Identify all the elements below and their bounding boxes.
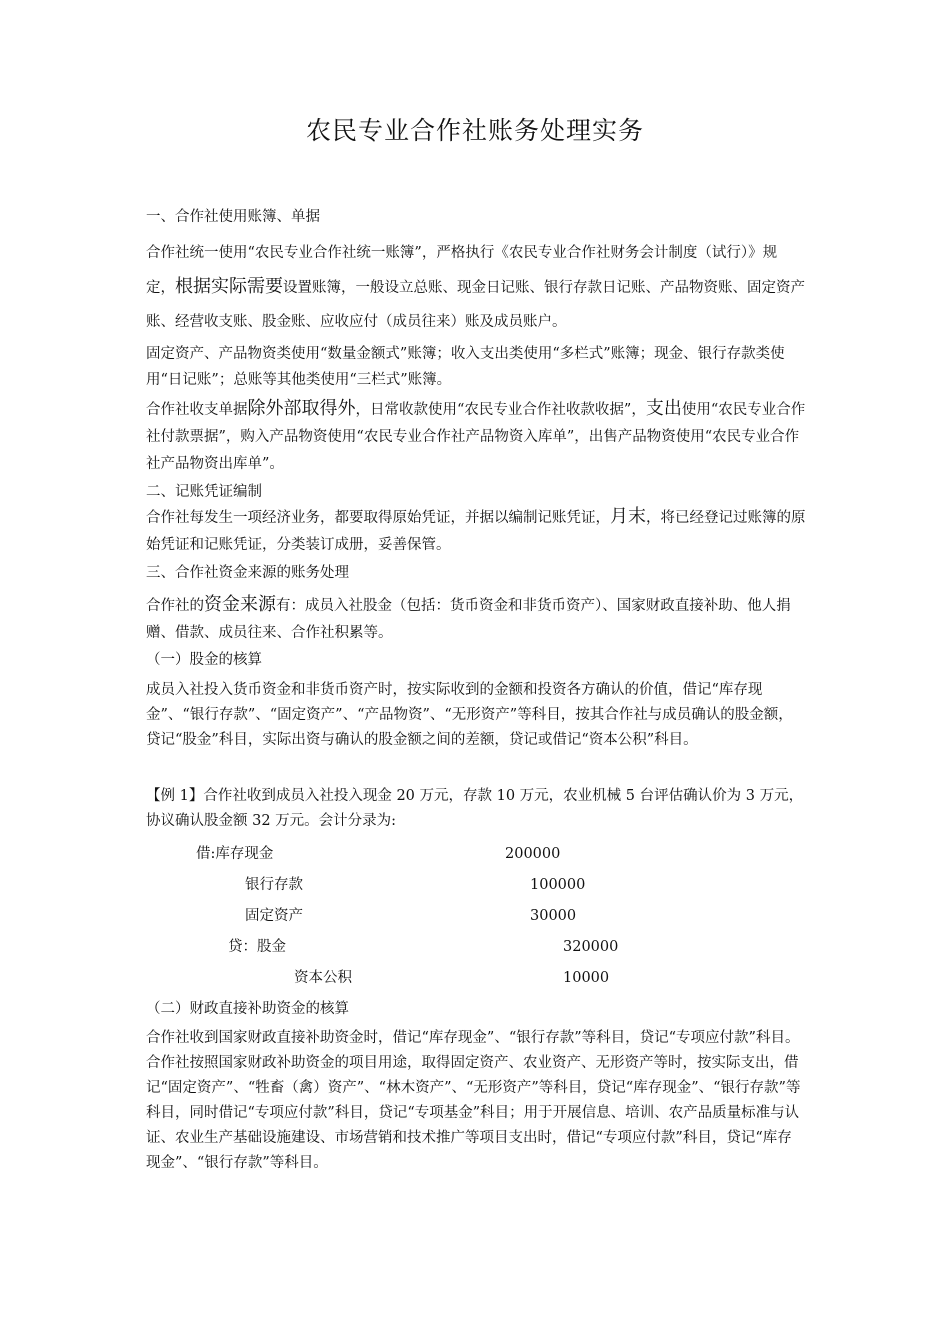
- subsection-1-paragraph: 成员入社投入货币资金和非货币资产时，按实际收到的金额和投资各方确认的价值，借记“库存现金”、“银行存款”、“固定资产”、“产品物资”、“无形资产”等科目，按其合作社与成员确认的股金额，贷记“股金”科目，实际出资与确认的股金额之间的差额，贷记或借记“资本公积”科目。: [146, 682, 793, 748]
- section-3-heading: 三、合作社资金来源的账务处理: [146, 565, 349, 581]
- subsection-2-heading: （二）财政直接补助资金的核算: [146, 1001, 349, 1017]
- section-2-paragraph: 合作社每发生一项经济业务，都要取得原始凭证，并据以编制记账凭证，月末，将已经登记过账簿的原始凭证和记账凭证，分类装订成册，妥善保管。: [146, 506, 806, 553]
- section-1-paragraph-2: 固定资产、产品物资类使用“数量金额式”账簿；收入支出类使用“多栏式”账簿；现金、银行存款类使用“日记账”；总账等其他类使用“三栏式”账簿。: [146, 346, 785, 388]
- emphasis-text: 资金来源: [204, 594, 276, 615]
- section-1-paragraph-1: 合作社统一使用“农民专业合作社统一账簿”，严格执行《农民专业合作社财务会计制度（试行）》规定，根据实际需要设置账簿，一般设立总账、现金日记账、银行存款日记账、产品物资账、固定资产账、经营收支账、股金账、应收应付（成员往来）账及成员账户。: [146, 245, 805, 330]
- emphasis-text: 支出: [645, 398, 682, 419]
- section-3-paragraph: 合作社的资金来源有：成员入社股金（包括：货币资金和非货币资产）、国家财政直接补助、他人捐赠、借款、成员往来、合作社积累等。: [146, 594, 791, 641]
- subsection-1-heading: （一）股金的核算: [146, 652, 262, 668]
- subsection-2-paragraph: 合作社收到国家财政直接补助资金时，借记“库存现金”、“银行存款”等科目，贷记“专项应付款”科目。合作社按照国家财政补助资金的项目用途，取得固定资产、农业资产、无形资产等时，按实际支出，借记“固定资产”、“牲畜（禽）资产”、“林木资产”、“无形资产”等科目，贷记“库存现金”、“银行存款”等科目，同时借记“专项应付款”科目，贷记“专项基金”科目；用于开展信息、培训、农产品质量标准与认证、农业生产基础设施建设、市场营销和技术推广等项目支出时，借记“专项应付款”科目，贷记“库存现金”、“银行存款”等科目。: [146, 1030, 801, 1171]
- entry-account: 贷：股金: [228, 939, 286, 955]
- emphasis-text: 根据实际需要: [175, 276, 283, 297]
- entry-account: 银行存款: [245, 877, 303, 893]
- example-label: 【例 1】: [146, 788, 204, 804]
- emphasis-text: 除外部取得外: [247, 398, 356, 419]
- entry-amount: 100000: [530, 877, 586, 893]
- emphasis-text: 月末: [610, 506, 646, 527]
- section-1-heading: 一、合作社使用账簿、单据: [146, 209, 320, 225]
- section-2-heading: 二、记账凭证编制: [146, 484, 262, 500]
- section-1-paragraph-3: 合作社收支单据除外部取得外，日常收款使用“农民专业合作社收款收据”，支出使用“农民专业合作社付款票据”，购入产品物资使用“农民专业合作社产品物资入库单”，出售产品物资使用“农民专业合作社产品物资出库单”。: [146, 398, 806, 472]
- entry-amount: 320000: [563, 939, 619, 955]
- example-1: 【例 1】合作社收到成员入社投入现金 20 万元，存款 10 万元，农业机械 5 台评估确认价为 3 万元，协议确认股金额 32 万元。会计分录为:: [146, 788, 804, 829]
- entry-account: 固定资产: [245, 908, 303, 924]
- entry-amount: 30000: [530, 908, 577, 924]
- entry-account: 资本公积: [294, 970, 352, 986]
- entry-account: 借:库存现金: [196, 846, 274, 862]
- document-title: 农民专业合作社账务处理实务: [305, 116, 644, 145]
- entry-amount: 200000: [505, 846, 561, 862]
- entry-amount: 10000: [563, 970, 610, 986]
